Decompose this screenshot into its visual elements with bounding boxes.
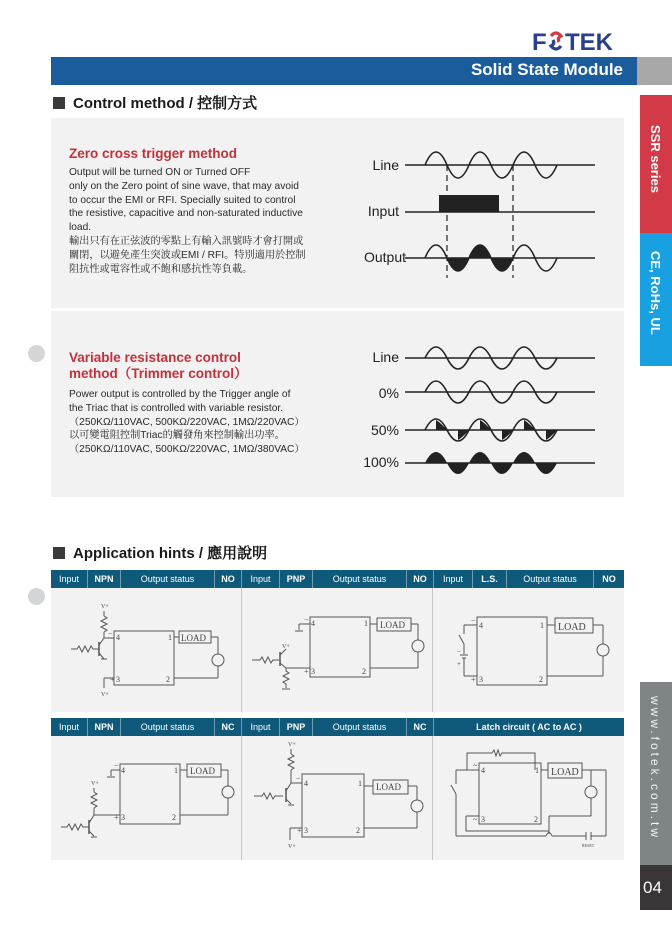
variable-resistance-title-1: Variable resistance control [69,350,241,365]
ac-source-icon [412,640,424,652]
zero-cross-panel [51,118,624,308]
title-bar [51,57,637,85]
fotek-logo [532,28,627,54]
pin-1-label: 1 [540,621,544,630]
logo-mark-icon [551,33,561,49]
minus-label: − [108,629,113,638]
square-bullet-icon [53,97,65,109]
ac-source-icon [222,786,234,798]
minus-label: − [457,648,461,656]
application-row-2 [51,718,624,860]
pin-1-label: 1 [358,779,362,788]
load-label: LOAD [376,782,401,792]
header-mode: NO [407,570,434,588]
vplus-label: V+ [288,844,296,850]
minus-label: − [296,774,301,783]
load-label: LOAD [190,766,215,776]
pin-4-label: 4 [479,621,483,630]
ac-source-icon [585,786,597,798]
vplus-label: V+ [288,742,296,748]
zero-cross-text-en: Output will be turned ON or Turned OFF only on the Zero point of sine wave, that may avoid to occur the EMI or RFI. Specially suited to control the resistive, capacitive and non-saturated inductive load. [69,167,303,234]
header-status: Output status [313,570,407,588]
header-status: Output status [121,570,215,588]
pin-3-label: 3 [481,815,485,824]
header-status: Output status [121,718,215,736]
svg-text:TEK: TEK [565,29,613,54]
circuit-npn-no [51,588,242,712]
wave-label-output: Output [363,249,406,265]
wave-label-0-percent: 0% [378,385,399,401]
pin-3-label: 3 [304,826,308,835]
plus-label: + [304,667,309,676]
resistor-icon [61,824,89,830]
pin-2-label: 2 [539,675,543,684]
resistor-icon [91,792,97,808]
plus-label: + [471,675,476,684]
control-method-heading-text: Control method / 控制方式 [73,95,258,112]
resistor-icon [101,616,107,632]
header-latch: Latch circuit ( AC to AC ) [476,722,582,732]
limit-switch-no-diagram [433,588,624,712]
minus-label: − [114,761,119,770]
ssr-block [302,774,364,837]
variable-resistance-text: Power output is controlled by the Trigger angle of the Triac that is controlled with variable resistor. （250KΩ/110VAC, 500KΩ/220VAC, 1MΩ/220VAC） 以可變電阻控制Triac的觸發角來控制輸出功率。 （250KΩ/110VAC, 500KΩ/220VAC, 1MΩ/380VAC） [69,389,305,456]
switch-icon [459,635,464,644]
minus-label: − [471,616,476,625]
header-type: PNP [280,570,313,588]
resistor-icon [288,754,294,770]
load-label: LOAD [380,620,405,630]
website-label: www.fotek.com.tw [648,696,662,841]
header-type: PNP [280,718,313,736]
binder-hole [28,588,45,605]
table-header-row [51,570,624,588]
wave-label-100-percent: 100% [363,454,399,470]
header-input: Input [242,718,280,736]
hundred-percent-wave [425,452,557,474]
output-conduction-fill [447,245,513,271]
page-number: 04 [643,878,662,897]
wave-label-input: Input [367,203,399,219]
circuit-npn-nc [51,736,242,860]
svg-text:F: F [532,29,547,54]
ac-source-icon [212,654,224,666]
circuit-latch [433,736,624,860]
table-header-row [51,718,624,736]
pin-1-label: 1 [174,766,178,775]
header-input: Input [434,570,473,588]
input-pulse [439,195,499,212]
application-hints-heading [53,542,267,563]
zero-cross-text-zh: 輸出只有在正弦波的零點上有輸入訊號時才會打開或 關閉，以避免產生突波或EMI / RFI。特別適用於控制 阻抗性或電容性或不飽和感抗性等負載。 [69,236,306,275]
ac-source-icon [597,644,609,656]
resistor-icon [283,668,289,688]
plus-label: + [457,660,461,668]
header-status: Output status [507,570,594,588]
wave-label-line: Line [372,349,399,365]
title-bar-end [637,57,672,85]
load-label: LOAD [558,622,586,633]
ssr-block [479,763,541,824]
certs-tab [640,233,672,366]
header-input: Input [242,570,280,588]
header-mode: NC [407,718,434,736]
zero-cross-waveform [405,138,605,298]
pin-1-label: 1 [535,766,539,775]
plus-label: + [110,675,115,684]
website-tab [640,682,672,865]
vplus-label: V+ [101,604,109,610]
ssr-block [477,617,547,685]
header-input: Input [51,718,88,736]
header-input: Input [51,570,88,588]
load-label: LOAD [551,767,579,778]
header-type: L.S. [473,570,507,588]
control-method-heading [53,92,257,113]
variable-resistance-title-2: method（Trimmer control） [69,366,248,381]
tilde-label: ~ [473,815,478,824]
pin-3-label: 3 [116,675,120,684]
wave-label-50-percent: 50% [370,422,399,438]
pnp-nc-diagram [242,736,433,860]
circuit-pnp-no [242,588,433,712]
tilde-label: ~ [473,761,478,770]
header-status: Output status [313,718,407,736]
header-mode: NC [215,718,242,736]
certs-tab-label: CE, RoHs, UL [648,251,663,335]
vplus-label: V+ [91,781,99,787]
zero-cross-title: Zero cross trigger method [69,146,238,161]
resistor-icon [252,657,279,663]
pin-2-label: 2 [534,815,538,824]
switch-icon [451,785,456,794]
minus-label: − [304,615,309,624]
plus-label: + [297,826,302,835]
load-label: LOAD [181,633,206,643]
vplus-label: V+ [101,692,109,698]
binder-hole [28,345,45,362]
latch-diagram [433,736,624,860]
header-type: NPN [88,570,121,588]
application-hints-heading-text: Application hints / 應用說明 [73,545,268,562]
pin-3-label: 3 [479,675,483,684]
pin-2-label: 2 [356,826,360,835]
pin-4-label: 4 [121,766,125,775]
pin-4-label: 4 [116,633,120,642]
circuit-limit-switch-no [433,588,624,712]
pin-4-label: 4 [311,619,315,628]
application-row-1 [51,570,624,712]
npn-nc-diagram [51,736,242,860]
ac-source-icon [411,800,423,812]
pin-2-label: 2 [166,675,170,684]
variable-resistance-panel [51,311,624,497]
resistor-icon [71,646,99,652]
series-tab [640,95,672,233]
pin-4-label: 4 [304,779,308,788]
header-mode: NO [602,574,616,584]
pin-2-label: 2 [172,813,176,822]
pnp-no-diagram [242,588,433,712]
page-title: Solid State Module [470,60,623,79]
pin-2-label: 2 [362,667,366,676]
circuit-pnp-nc [242,736,433,860]
reset-label: RESET [582,843,595,848]
header-type: NPN [88,718,121,736]
plus-label: + [114,813,119,822]
npn-no-diagram [51,588,242,712]
pin-4-label: 4 [481,766,485,775]
pin-3-label: 3 [311,667,315,676]
header-mode: NO [215,570,242,588]
wave-label-line: Line [372,157,399,173]
resistor-icon [254,793,283,799]
pin-1-label: 1 [364,619,368,628]
ssr-block [114,631,174,685]
pin-1-label: 1 [168,633,172,642]
ssr-block [120,764,180,824]
pin-3-label: 3 [121,813,125,822]
trimmer-waveforms [405,341,605,481]
series-tab-label: SSR series [648,125,663,193]
square-bullet-icon [53,547,65,559]
vplus-label: V+ [282,644,290,650]
ssr-block [310,617,370,677]
